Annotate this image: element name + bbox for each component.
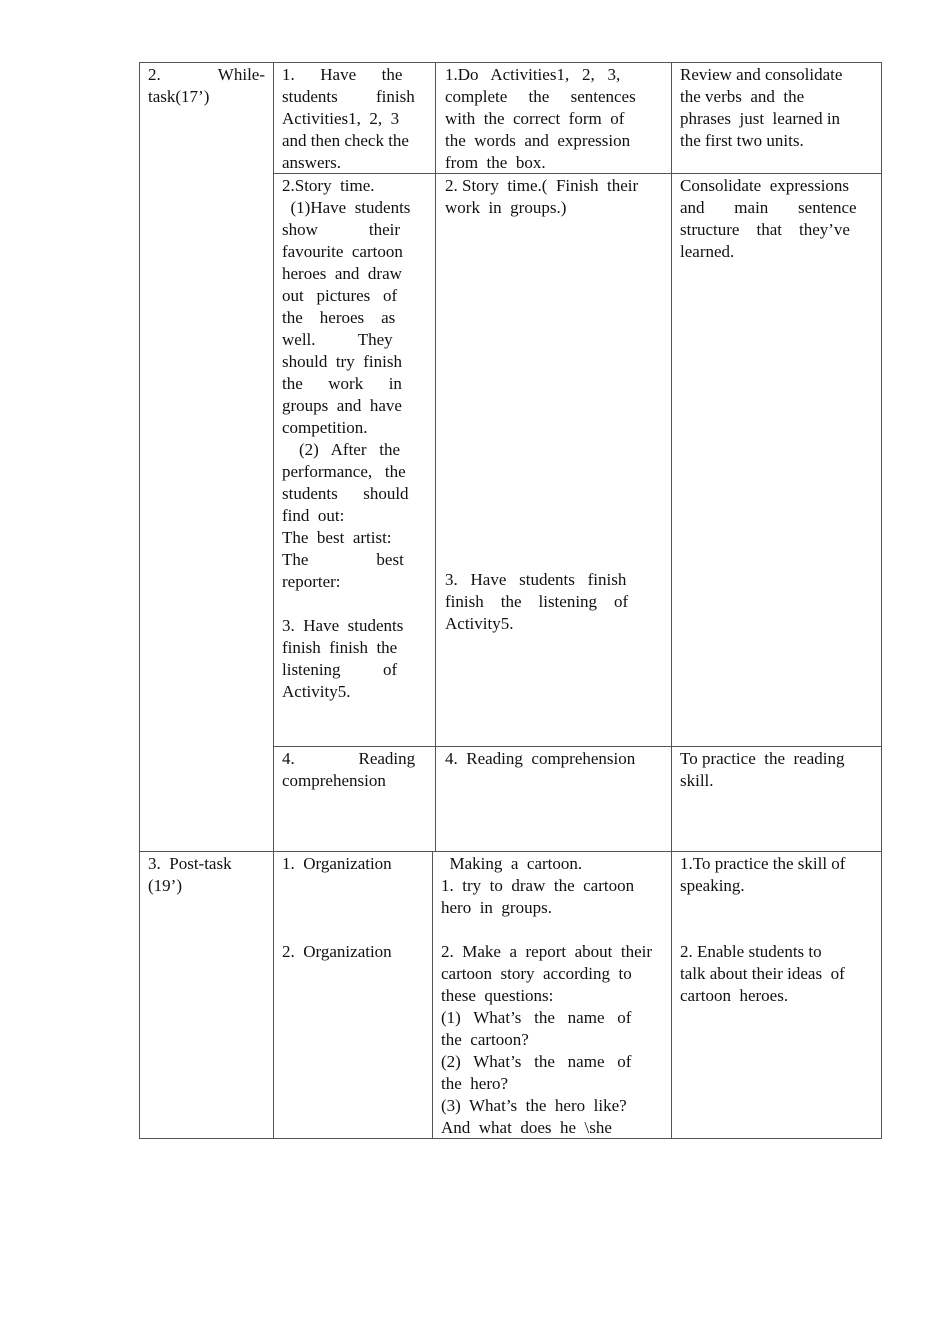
while-task-stage-number: 2. (148, 65, 161, 84)
while-task-stage-time: task(17’) (148, 87, 210, 106)
while-task-stage-name: While- (217, 65, 265, 84)
while-task-stage-cell (139, 62, 274, 852)
post-task-stage-name: 3. Post-task (148, 854, 232, 873)
post-task-teacher-cell (273, 851, 433, 1139)
while-task-student-cell-2 (435, 173, 672, 747)
lesson-plan-page: 2. While- task(17’) 1. Have the students finish Activities1, 2, 3 and then check the answers. 1.Do Activities1, 2, 3, complete the sentences with the correct form of the words and expression from the box. Review and consolidate the verbs and the phrases just learned in the first two units. 2.Story time. (1)Have students show their favourite cartoon heroes and draw out pictures of the heroes as well. They should try finish the work in groups and have competition. (2) After the performance, the students should find out: The best artist: The best reporter: 3. Have students finish finish the listening of Activity5. 2. Story time.( Finish their work in groups.) 3. Have students finish finish the listening of Activity5. Consolidate expressions and main sentence structure that they’ve learned. 4. Reading comprehension 4. Reading comprehension To practice the reading skill. 3. Post-task (19’) 1. Organization 2. Organization Making a cartoon. 1. try to draw the cartoon hero in groups. 2. Make a report about their cartoon story according to these questions: (1) What’s the name of the cartoon? (2) What’s the name of the hero? (3) What’s the hero like? And what does he \she 1.To practice the skill of speaking. 2. Enable students to talk about their ideas of cartoon heroes. (0, 0, 950, 1344)
post-task-stage-time: (19’) (148, 876, 182, 895)
